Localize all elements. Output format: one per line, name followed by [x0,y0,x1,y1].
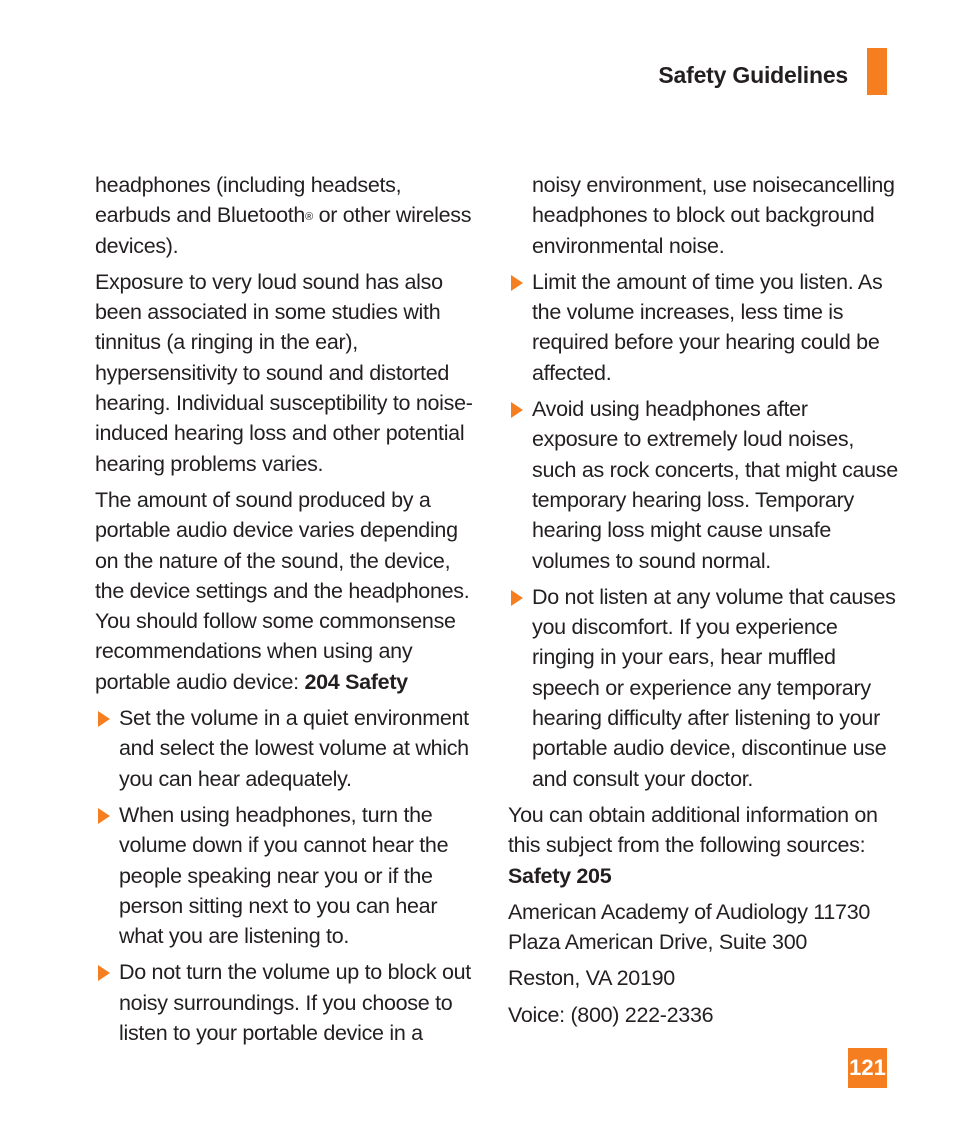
section-title: Safety Guidelines [658,62,848,88]
bullet-text: Do not listen at any volume that causes you discomfort. If you experience ringing in your ears, hear muffled speech or experience any temporary hearing difficulty after listening to your portable audio device, discontinue use and consult your doctor. [532,584,896,791]
section-marker-bar [867,48,887,95]
text: headphones (including headsets, earbuds and Bluetooth [95,173,402,228]
section-reference: Safety 205 [508,863,612,888]
text: The amount of sound produced by a portable audio device varies depending on the nature of the sound, the device, the device settings and the headphones. You should follow some commonsense recommendations when using any portable audio device: [95,487,470,694]
arrow-bullet-icon [98,808,110,824]
arrow-bullet-icon [511,590,523,606]
bullet-item [508,394,898,576]
paragraph-additional-info [508,800,898,891]
bullet-item [508,267,898,388]
paragraph-headphones [95,170,475,261]
section-reference: 204 Safety [304,669,408,694]
arrow-bullet-icon [511,275,523,291]
arrow-bullet-icon [98,965,110,981]
address-line: American Academy of Audiology 11730 Plaza American Drive, Suite 300 [508,899,871,955]
page-number: 121 [848,1048,887,1088]
bullet-continuation [508,170,898,261]
paragraph-exposure: Exposure to very loud sound has also been associated in some studies with tinnitus (a ringing in the ear), hypersensitivity to sound and distorted hearing. Individual susceptibility to noise-induced hearing loss and other potential hearing problems varies. [95,269,473,476]
bullet-item [95,957,475,1048]
arrow-bullet-icon [511,402,523,418]
bullet-item [508,582,898,794]
voice-number: Voice: (800) 222-2336 [508,1002,714,1027]
right-column [508,170,898,1036]
arrow-bullet-icon [98,711,110,727]
address-city: Reston, VA 20190 [508,966,675,991]
bullet-text: Avoid using headphones after exposure to extremely loud noises, such as rock concerts, that might cause temporary hearing loss. Temporary hearing loss might cause unsafe volumes to sound normal. [532,397,898,573]
paragraph-amount-of-sound [95,485,475,697]
bullet-text: When using headphones, turn the volume down if you cannot hear the people speaking near you or if the person sitting next to you can hear what you are listening to. [119,802,449,949]
text: You can obtain additional information on this subject from the following sources: [508,802,878,858]
bullet-text: Do not turn the volume up to block out noisy surroundings. If you choose to listen to your portable device in a [119,960,471,1046]
text: or other wireless devices). [95,203,472,258]
bullet-item [95,703,475,794]
bullet-text: Set the volume in a quiet environment and select the lowest volume at which you can hear adequately. [119,706,469,791]
bullet-text: Limit the amount of time you listen. As the volume increases, less time is required before your hearing could be affected. [532,269,883,385]
left-column [95,170,475,1054]
bullet-text: noisy environment, use noisecancelling headphones to block out background environmental noise. [532,173,895,258]
bullet-item [95,800,475,951]
registered-mark: ® [305,211,313,224]
